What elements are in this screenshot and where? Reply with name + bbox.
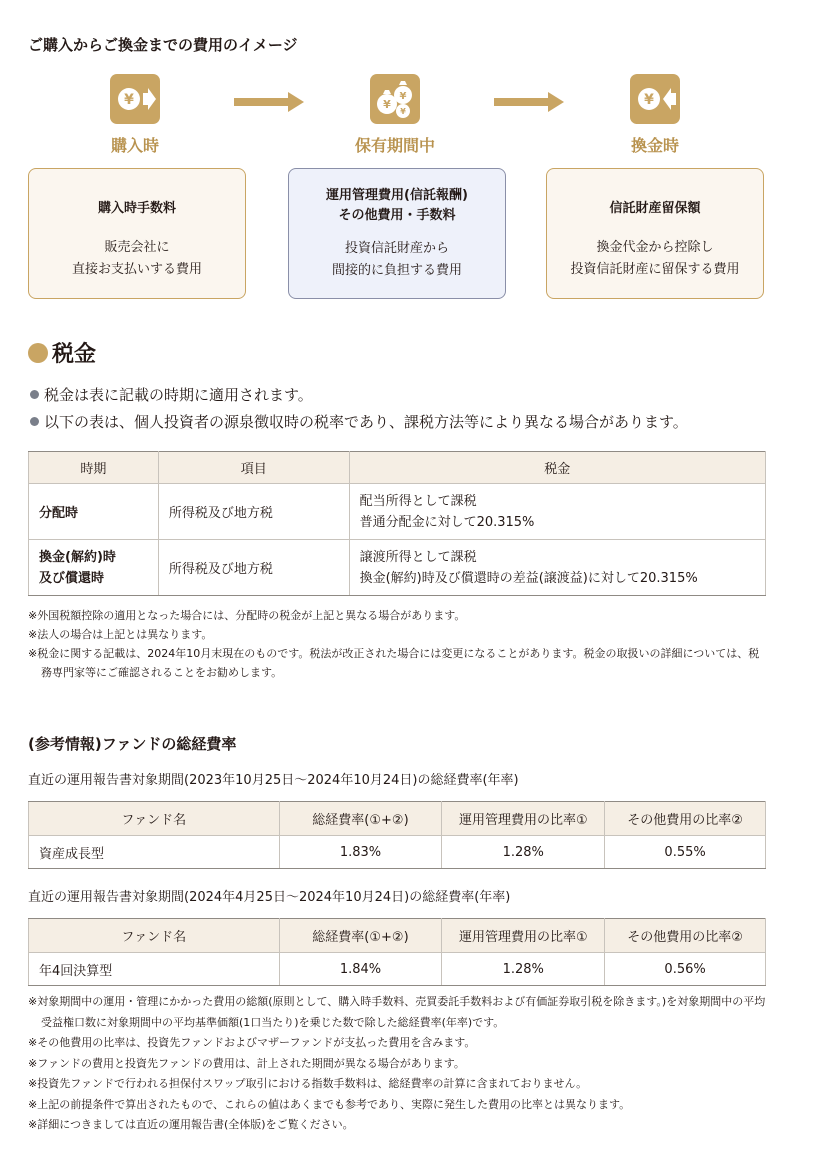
cost-box-desc: 間接的に負担する費用 bbox=[331, 263, 462, 278]
svg-text:¥: ¥ bbox=[383, 98, 391, 111]
bullet-circle-icon bbox=[28, 343, 48, 363]
cost-box-holding bbox=[288, 168, 506, 299]
table-row bbox=[29, 484, 766, 540]
flow-arrow-icon bbox=[234, 92, 304, 112]
tax-item-cell: 所得税及び地方税 bbox=[158, 484, 349, 540]
yen-money-bags-icon bbox=[370, 74, 420, 124]
period-label: 直近の運用報告書対象期間(2024年4月25日～2024年10月24日)の総経費率(年率) bbox=[28, 890, 511, 905]
yen-arrow-out-icon bbox=[630, 74, 680, 124]
cost-box-desc: 投資信託財産に留保する費用 bbox=[570, 262, 740, 277]
ratio-table-header: 運用管理費用の比率① bbox=[442, 802, 605, 836]
ratio-table-header: 総経費率(①+②) bbox=[279, 919, 442, 953]
fund-name-cell: 年4回決算型 bbox=[29, 953, 280, 986]
period-label: 直近の運用報告書対象期間(2023年10月25日～2024年10月24日)の総経費率(年率) bbox=[28, 773, 519, 788]
ratio-table-header: 運用管理費用の比率① bbox=[442, 919, 605, 953]
tax-table-header: 税金 bbox=[349, 452, 765, 484]
svg-text:¥: ¥ bbox=[400, 107, 406, 116]
cost-box-desc: 換金代金から控除し bbox=[596, 240, 714, 255]
table-row bbox=[29, 953, 766, 986]
management-ratio-cell: 1.28% bbox=[442, 953, 605, 986]
flow-arrow-icon bbox=[494, 92, 564, 112]
note-item: ※対象期間中の運用・管理にかかった費用の総額(原則として、購入時手数料、売買委託手数料および有価証券取引税を除きます。)を対象期間中の平均受益権口数に対象期間中の平均基準価額(1口当たり)を乗じた数で除した総経費率(年率)です。 bbox=[28, 995, 766, 1029]
tax-bullet: 以下の表は、個人投資者の源泉徴収時の税率であり、課税方法等により異なる場合があります。 bbox=[30, 411, 688, 432]
yen-arrow-in-icon bbox=[110, 74, 160, 124]
note-item: ※上記の前提条件で算出されたもので、これらの値はあくまでも参考であり、実際に発生した費用の比率とは異なります。 bbox=[28, 1097, 631, 1111]
tax-table-header: 時期 bbox=[29, 452, 159, 484]
total-ratio-cell: 1.83% bbox=[279, 836, 442, 869]
ratio-table-header: ファンド名 bbox=[29, 802, 280, 836]
tax-timing-cell: 換金(解約)時 及び償還時 bbox=[29, 540, 159, 596]
flow-step-label: 換金時 bbox=[630, 136, 679, 155]
ratio-table-header: その他費用の比率② bbox=[605, 919, 766, 953]
note-item: ※詳細につきましては直近の運用報告書(全体版)をご覧ください。 bbox=[28, 1118, 354, 1131]
expense-ratio-table bbox=[28, 918, 766, 986]
other-ratio-cell: 0.55% bbox=[605, 836, 766, 869]
tax-table-header: 項目 bbox=[158, 452, 349, 484]
table-row bbox=[29, 540, 766, 596]
tax-heading-text: 税金 bbox=[52, 342, 97, 367]
note-item: ※外国税額控除の適用となった場合には、分配時の税金が上記と異なる場合があります。 bbox=[28, 609, 466, 622]
cost-box-redemption bbox=[546, 168, 764, 299]
bullet-dot-icon bbox=[30, 390, 39, 399]
ratio-table-header: 総経費率(①+②) bbox=[279, 802, 442, 836]
note-item: ※投資先ファンドで行われる担保付スワップ取引における指数手数料は、総経費率の計算に含まれておりません。 bbox=[28, 1077, 588, 1090]
tax-bullet: 税金は表に記載の時期に適用されます。 bbox=[30, 384, 313, 405]
cost-box-purchase bbox=[28, 168, 246, 299]
tax-timing-cell: 分配時 bbox=[29, 484, 159, 540]
cost-box-desc: 販売会社に bbox=[104, 240, 170, 255]
tax-table bbox=[28, 451, 766, 596]
svg-text:¥: ¥ bbox=[124, 92, 134, 108]
reference-notes bbox=[28, 992, 768, 1136]
cost-box-desc: 直接お支払いする費用 bbox=[71, 262, 202, 277]
bullet-dot-icon bbox=[30, 417, 39, 426]
ratio-table-header: ファンド名 bbox=[29, 919, 280, 953]
note-item: ※その他費用の比率は、投資先ファンドおよびマザーファンドが支払った費用を含みます。 bbox=[28, 1036, 476, 1049]
cost-box-title: 運用管理費用(信託報酬) bbox=[326, 188, 468, 203]
fund-name-cell: 資産成長型 bbox=[29, 836, 280, 869]
tax-rate-cell: 譲渡所得として課税 換金(解約)時及び償還時の差益(譲渡益)に対して20.315% bbox=[349, 540, 765, 596]
management-ratio-cell: 1.28% bbox=[442, 836, 605, 869]
cost-box-title: 信託財産留保額 bbox=[609, 201, 701, 216]
note-item: ※税金に関する記載は、2024年10月末現在のものです。税法が改正された場合には変更になることがあります。税金の取扱いの詳細については、税務専門家等にご確認されることをお勧めします。 bbox=[28, 647, 760, 679]
ratio-table-header: その他費用の比率② bbox=[605, 802, 766, 836]
tax-notes bbox=[28, 606, 768, 682]
tax-item-cell: 所得税及び地方税 bbox=[158, 540, 349, 596]
flow-section-title: ご購入からご換金までの費用のイメージ bbox=[28, 36, 298, 54]
cost-box-title: 購入時手数料 bbox=[97, 201, 176, 216]
expense-ratio-table bbox=[28, 801, 766, 869]
flow-step-label: 保有期間中 bbox=[354, 136, 435, 155]
note-item: ※法人の場合は上記とは異なります。 bbox=[28, 628, 213, 641]
note-item: ※ファンドの費用と投資先ファンドの費用は、計上された期間が異なる場合があります。 bbox=[28, 1056, 465, 1070]
svg-text:¥: ¥ bbox=[644, 92, 654, 108]
other-ratio-cell: 0.56% bbox=[605, 953, 766, 986]
svg-text:¥: ¥ bbox=[399, 91, 407, 102]
reference-title: (参考情報)ファンドの総経費率 bbox=[28, 735, 237, 753]
table-row bbox=[29, 836, 766, 869]
tax-rate-cell: 配当所得として課税 普通分配金に対して20.315% bbox=[349, 484, 765, 540]
total-ratio-cell: 1.84% bbox=[279, 953, 442, 986]
cost-box-title: その他費用・手数料 bbox=[338, 208, 456, 223]
flow-step-label: 購入時 bbox=[110, 136, 159, 155]
cost-box-desc: 投資信託財産から bbox=[344, 241, 449, 256]
tax-heading bbox=[28, 337, 96, 368]
